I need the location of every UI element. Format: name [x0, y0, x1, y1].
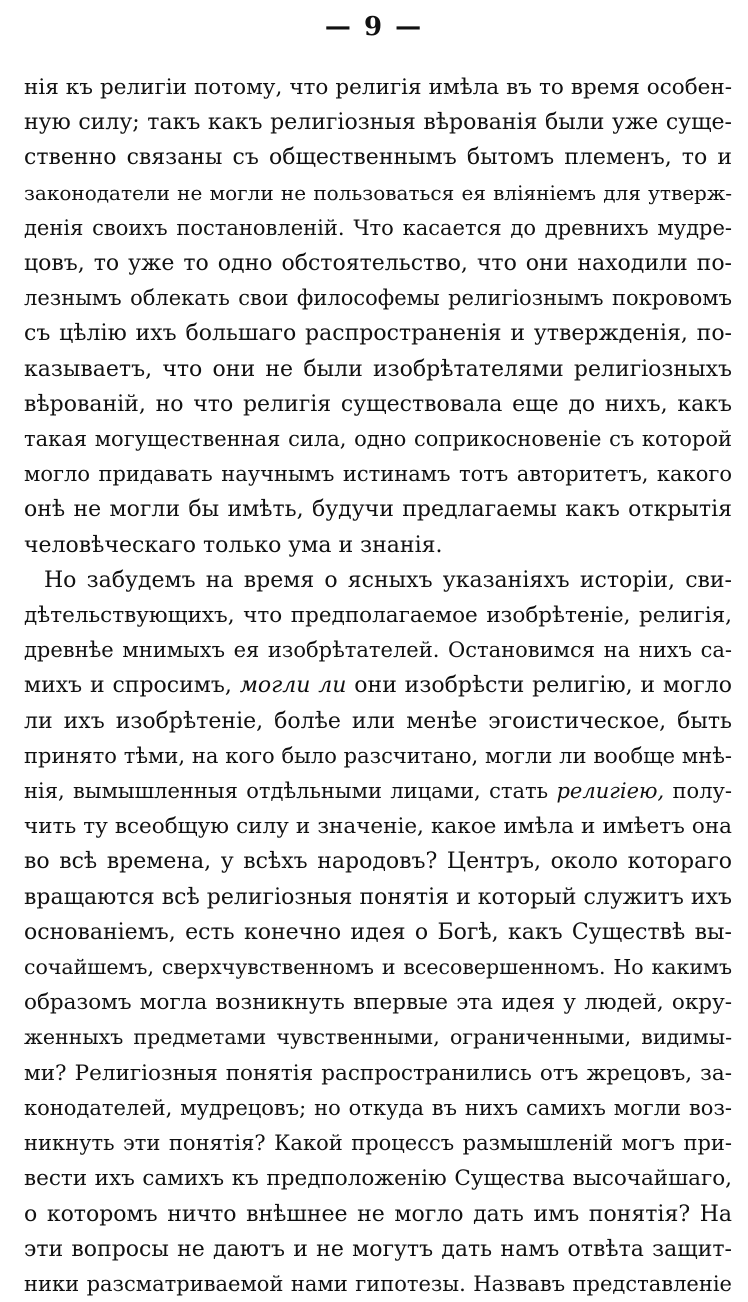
text-line: могло придавать научнымъ истинамъ тотъ авторитетъ, какого [24, 462, 732, 487]
text-line: ную силу; такъ какъ религіозныя вѣрованія были уже суще- [24, 110, 732, 136]
emphasis-text: религіею, [556, 779, 665, 804]
text-line: дѣтельствующихъ, что предполагаемое изобрѣтеніе, религія, [24, 603, 732, 629]
text-line: эти вопросы не даютъ и не могутъ дать намъ отвѣта защит- [24, 1236, 732, 1262]
text-line: принято тѣми, на кого было разсчитано, могли ли вообще мнѣ- [24, 743, 732, 768]
text-segment: они изобрѣсти религію, и могло [346, 673, 732, 699]
text-line [24, 668, 732, 703]
text-segment: полу- [664, 779, 732, 804]
text-line: во всѣ времена, у всѣхъ народовъ? Центръ, около котораго [24, 849, 732, 875]
text-line: ственно связаны съ общественнымъ бытомъ племенъ, то и [24, 145, 732, 171]
text-segment: нія, вымышленныя отдѣльными лицами, стать [24, 779, 557, 804]
text-line: о которомъ ничто внѣшнее не могло дать имъ понятія? На [24, 1201, 732, 1227]
text-line: такая могущественная сила, одно соприкосновеніе съ которой [24, 427, 732, 452]
text-line: вращаются всѣ религіозныя понятія и который служитъ ихъ [24, 884, 732, 910]
text-line: онѣ не могли бы имѣть, будучи предлагаемы какъ открытія [24, 497, 732, 523]
text-line: денія своихъ постановленій. Что касается до древнихъ мудре- [24, 215, 732, 240]
page-number: — 9 — [324, 12, 424, 42]
text-segment: михъ и спросимъ, [24, 673, 240, 699]
text-line: лезнымъ облекать свои философемы религіознымъ покровомъ [24, 286, 732, 311]
text-line: съ цѣлію ихъ большаго распространенія и утвержденія, по- [24, 321, 732, 347]
text-line: образомъ могла возникнуть впервые эта идея у людей, окру- [24, 990, 732, 1016]
text-line: вѣрованій, но что религія существовала еще до нихъ, какъ [24, 391, 732, 417]
text-line: основаніемъ, есть конечно идея о Богѣ, какъ Существѣ вы- [24, 919, 732, 945]
body-text [24, 70, 732, 1302]
paragraph-start-line: Но забудемъ на время о ясныхъ указаніяхъ исторіи, сви- [44, 567, 732, 593]
text-line: ники разсматриваемой нами гипотезы. Назвавъ представленіе [24, 1271, 732, 1296]
text-line: нія къ религіи потому, что религія имѣла въ то время особен- [24, 75, 732, 100]
text-line [24, 774, 732, 809]
text-line: женныхъ предметами чувственными, ограниченными, видимы- [24, 1025, 732, 1050]
emphasis-text: могли ли [239, 673, 347, 699]
text-line: конодателей, мудрецовъ; но откуда въ нихъ самихъ могли воз- [24, 1095, 732, 1120]
text-line: ми? Религіозныя понятія распространились отъ жрецовъ, за- [24, 1060, 732, 1086]
text-line: человѣческаго только ума и знанія. [24, 532, 443, 558]
text-line: казываетъ, что они не были изобрѣтателями религіозныхъ [24, 356, 732, 382]
text-line: вести ихъ самихъ къ предположенію Существа высочайшаго, [24, 1166, 732, 1192]
text-line: никнуть эти понятія? Какой процессъ размышленій могъ при- [24, 1131, 732, 1156]
text-line: древнѣе мнимыхъ ея изобрѣтателей. Остановимся на нихъ са- [24, 638, 732, 663]
text-line: ли ихъ изобрѣтеніе, болѣе или менѣе эгоистическое, быть [24, 708, 732, 734]
text-line: чить ту всеобщую силу и значеніе, какое имѣла и имѣетъ она [24, 814, 732, 840]
text-line: законодатели не могли не пользоваться ея вліяніемъ для утверж- [24, 180, 732, 205]
text-line: цовъ, то уже то одно обстоятельство, что они находили по- [24, 251, 732, 277]
text-line: сочайшемъ, сверхчувственномъ и всесовершенномъ. Но какимъ [24, 955, 732, 980]
